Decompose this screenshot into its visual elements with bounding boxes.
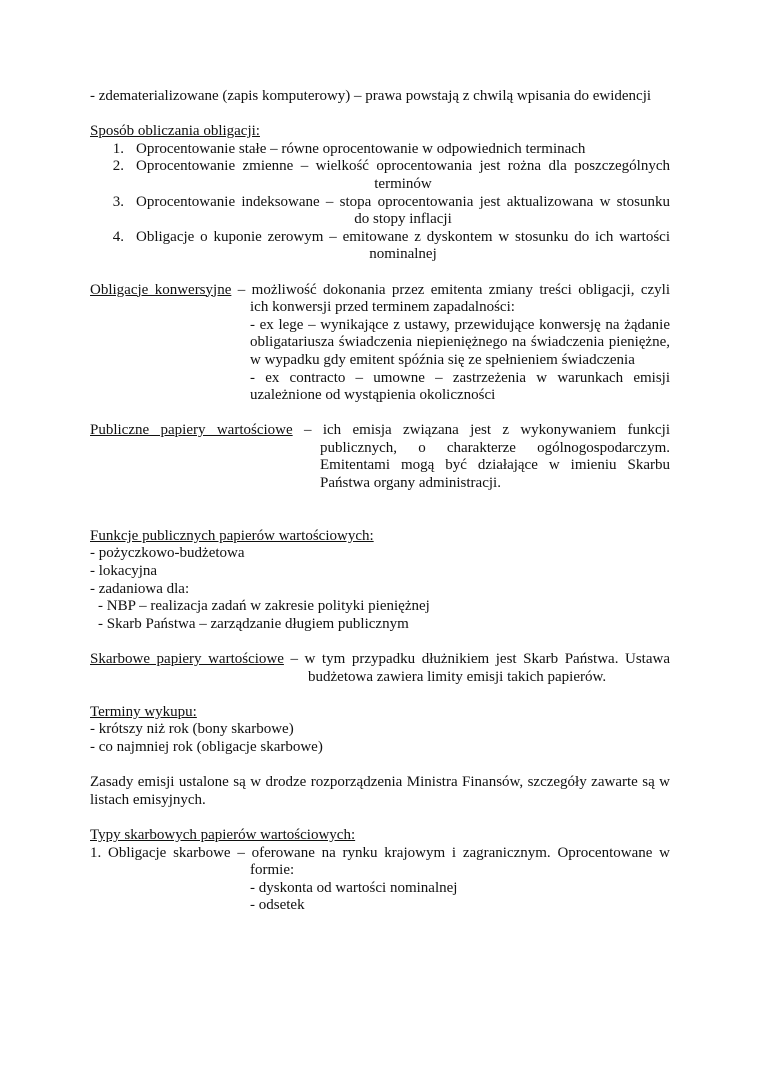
- list-number: 4.: [112, 228, 124, 245]
- list-item: [90, 158, 670, 193]
- list-item: - dyskonta od wartości nominalnej: [250, 879, 458, 896]
- intro-line: - zdematerializowane (zapis komputerowy) – prawa powstają z chwilą wpisania do ewidencji: [90, 88, 652, 104]
- skarb-line2: budżetowa zawiera limity emisji takich papierów.: [308, 668, 607, 685]
- list-text: Oprocentowanie stałe – równe oprocentowanie w odpowiednich terminach: [136, 140, 586, 157]
- skarb-text: w tym przypadku dłużnikiem jest Skarb Państwa. Ustawa: [304, 651, 670, 667]
- skarb-line1: Skarbowe papiery wartościowe – w tym przypadku dłużnikiem jest Skarb Państwa. Ustawa: [90, 651, 670, 667]
- list-text-cont: terminów: [374, 175, 432, 192]
- list-item: - pożyczkowo-budżetowa: [90, 545, 245, 562]
- sub-list-item: - NBP – realizacja zadań w zakresie polityki pieniężnej: [98, 598, 430, 615]
- conv-ex-contracto: - ex contracto – umowne – zastrzeżenia w warunkach emisji uzależnione od wystąpienia okoliczności: [250, 369, 670, 404]
- skarb-section: [90, 651, 670, 686]
- list-number: 3.: [112, 193, 124, 210]
- sub-list-item: - Skarb Państwa – zarządzanie długiem publicznym: [98, 615, 409, 632]
- conv-line2: ich konwersji przed terminem zapadalności:: [250, 299, 515, 316]
- list-text: Obligacje o kuponie zerowym – emitowane z dyskontem w stosunku do ich wartości: [136, 228, 670, 245]
- list-text-cont: nominalnej: [369, 246, 437, 263]
- calc-heading: Sposób obliczania obligacji:: [90, 123, 260, 140]
- skarb-term: Skarbowe papiery wartościowe: [90, 651, 284, 667]
- list-item: - krótszy niż rok (bony skarbowe): [90, 721, 294, 738]
- pub-text: ich emisja związana jest z wykonywaniem funkcji: [322, 422, 671, 439]
- types-line1: 1. Obligacje skarbowe – oferowane na rynku krajowym i zagranicznym. Oprocentowane w: [90, 844, 670, 861]
- pub-section: [90, 422, 670, 492]
- list-item: - odsetek: [250, 897, 305, 914]
- list-text-cont: do stopy inflacji: [354, 211, 452, 228]
- list-item: - zadaniowa dla:: [90, 580, 190, 597]
- conv-ex-lege: - ex lege – wynikające z ustawy, przewidujące konwersję na żądanie obligatariusza świadczenia niepieniężnego na świadczenia pieniężne, w wypadku gdy emitent spóźnia się ze spełnieniem świadczenia: [250, 316, 670, 368]
- conv-text: możliwość dokonania przez emitenta zmiany treści obligacji, czyli: [251, 281, 671, 298]
- list-text: Oprocentowanie indeksowane – stopa oprocentowania jest aktualizowana w stosunku: [136, 193, 670, 210]
- pub-line1: Publiczne papiery wartościowe – ich emisja związana jest z wykonywaniem funkcji: [90, 422, 671, 439]
- list-item: [90, 229, 670, 264]
- list-item: [90, 194, 670, 229]
- func-heading: Funkcje publicznych papierów wartościowych:: [90, 527, 374, 544]
- rules-paragraph: Zasady emisji ustalone są w drodze rozporządzenia Ministra Finansów, szczegóły zawarte są w listach emisyjnych.: [90, 774, 670, 808]
- terms-heading: Terminy wykupu:: [90, 703, 197, 720]
- conv-line1: Obligacje konwersyjne – możliwość dokonania przez emitenta zmiany treści obligacji, czyli: [90, 281, 671, 298]
- calc-list: [90, 141, 670, 264]
- types-line2: formie:: [250, 862, 295, 879]
- pub-term: Publiczne papiery wartościowe: [90, 422, 293, 439]
- list-item: [90, 141, 670, 159]
- conv-term: Obligacje konwersyjne: [90, 281, 232, 298]
- list-text: Oprocentowanie zmienne – wielkość oprocentowania jest rożna dla poszczególnych: [136, 158, 670, 175]
- pub-rest: publicznych, o charakterze ogólnogospodarczym. Emitentami mogą być działające w imieniu Skarbu Państwa organy administracji.: [320, 439, 670, 492]
- list-number: 1.: [112, 140, 124, 157]
- document-page: [90, 88, 670, 915]
- types-heading: Typy skarbowych papierów wartościowych:: [90, 826, 356, 843]
- list-number: 2.: [112, 158, 124, 175]
- list-item: - co najmniej rok (obligacje skarbowe): [90, 738, 323, 755]
- conv-section: [90, 282, 670, 405]
- list-item: - lokacyjna: [90, 563, 158, 580]
